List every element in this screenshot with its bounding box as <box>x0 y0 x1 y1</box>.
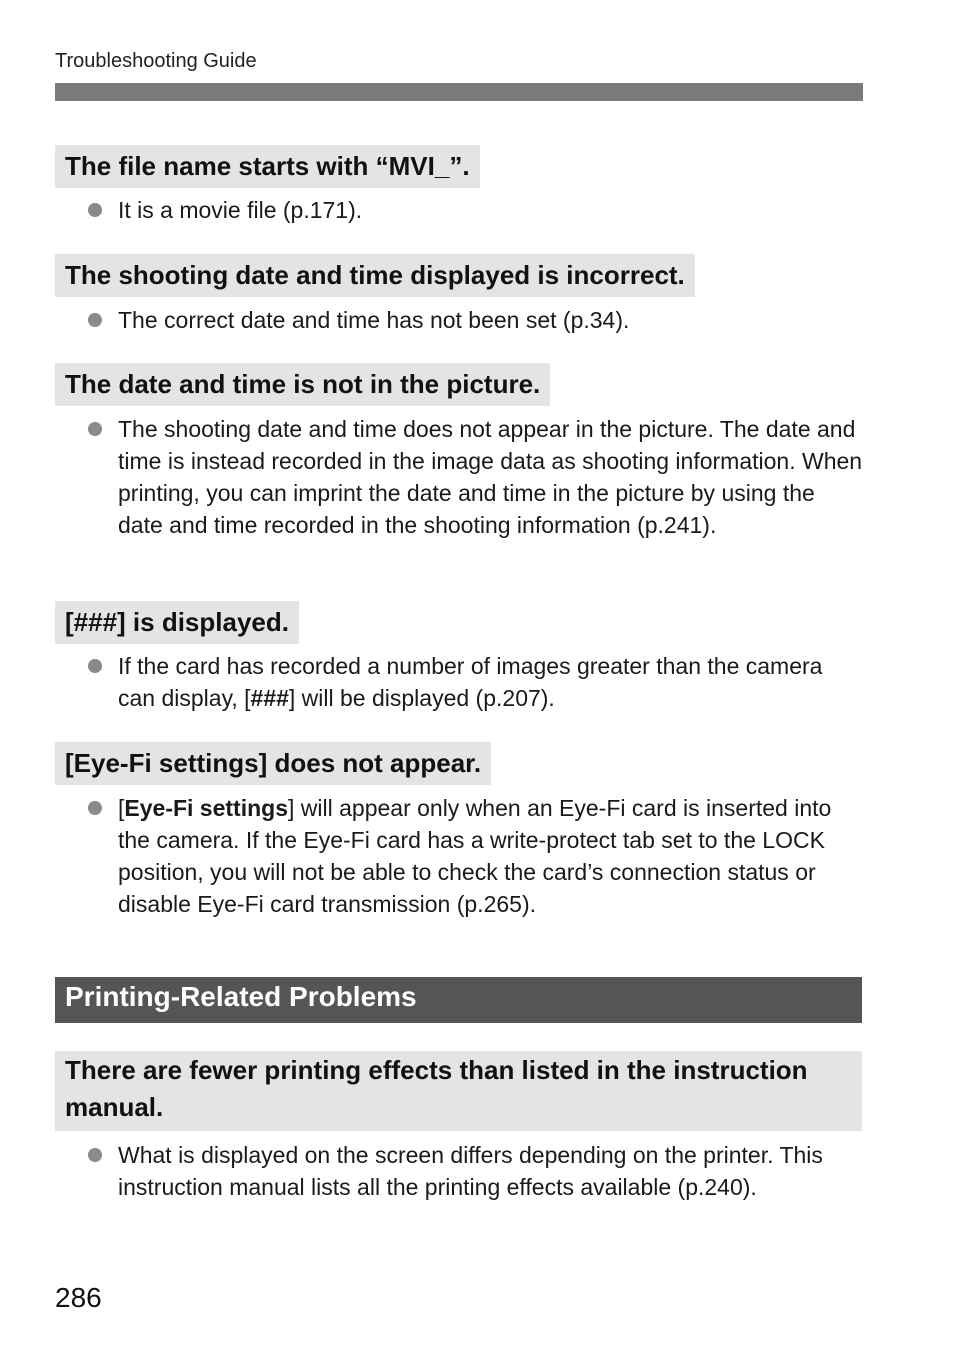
section-heading-date-incorrect: The shooting date and time displayed is incorrect. <box>55 254 695 297</box>
section-heading-mvi: The file name starts with “MVI_”. <box>55 145 480 188</box>
running-title: Troubleshooting Guide <box>55 50 257 72</box>
header-rule <box>55 83 863 101</box>
section-text-printing-effects: What is displayed on the screen differs depending on the printer. This instruction manual lists all the printing effects available (p.240). <box>118 1142 823 1200</box>
section-text-eyefi: [Eye-Fi settings] will appear only when an Eye-Fi card is inserted into the camera. If the Eye-Fi card has a write-protect tab set to the LOCK position, you will not be able to check the card’s connection status or disable Eye-Fi card transmission (p.265). <box>118 795 832 917</box>
bullet-icon <box>88 659 102 673</box>
bullet-icon <box>88 313 102 327</box>
page-number: 286 <box>55 1282 102 1313</box>
section-text-date-not-in-picture: The shooting date and time does not appear in the picture. The date and time is instead recorded in the image data as shooting information. When printing, you can imprint the date and time in the picture by using the date and time recorded in the shooting information (p.241). <box>118 416 863 538</box>
bullet-icon <box>88 422 102 436</box>
section-heading-printing-effects-text: There are fewer printing effects than listed in the instruction manual. <box>65 1055 808 1122</box>
chapter-title: Printing-Related Problems <box>65 981 417 1012</box>
bullet-icon <box>88 801 102 815</box>
section-text-hash-displayed: If the card has recorded a number of images greater than the camera can display, [###] will be displayed (p.207). <box>118 653 823 711</box>
section-heading-eyefi: [Eye-Fi settings] does not appear. <box>55 742 491 785</box>
section-text-date-incorrect: The correct date and time has not been set (p.34). <box>118 307 630 333</box>
chapter-title-bar <box>55 977 862 1023</box>
bullet-icon <box>88 203 102 217</box>
section-heading-hash-displayed: [###] is displayed. <box>55 601 299 644</box>
section-heading-date-not-in-picture: The date and time is not in the picture. <box>55 363 550 406</box>
section-text-mvi: It is a movie file (p.171). <box>118 197 363 223</box>
section-heading-printing-effects <box>55 1051 862 1131</box>
bullet-icon <box>88 1148 102 1162</box>
